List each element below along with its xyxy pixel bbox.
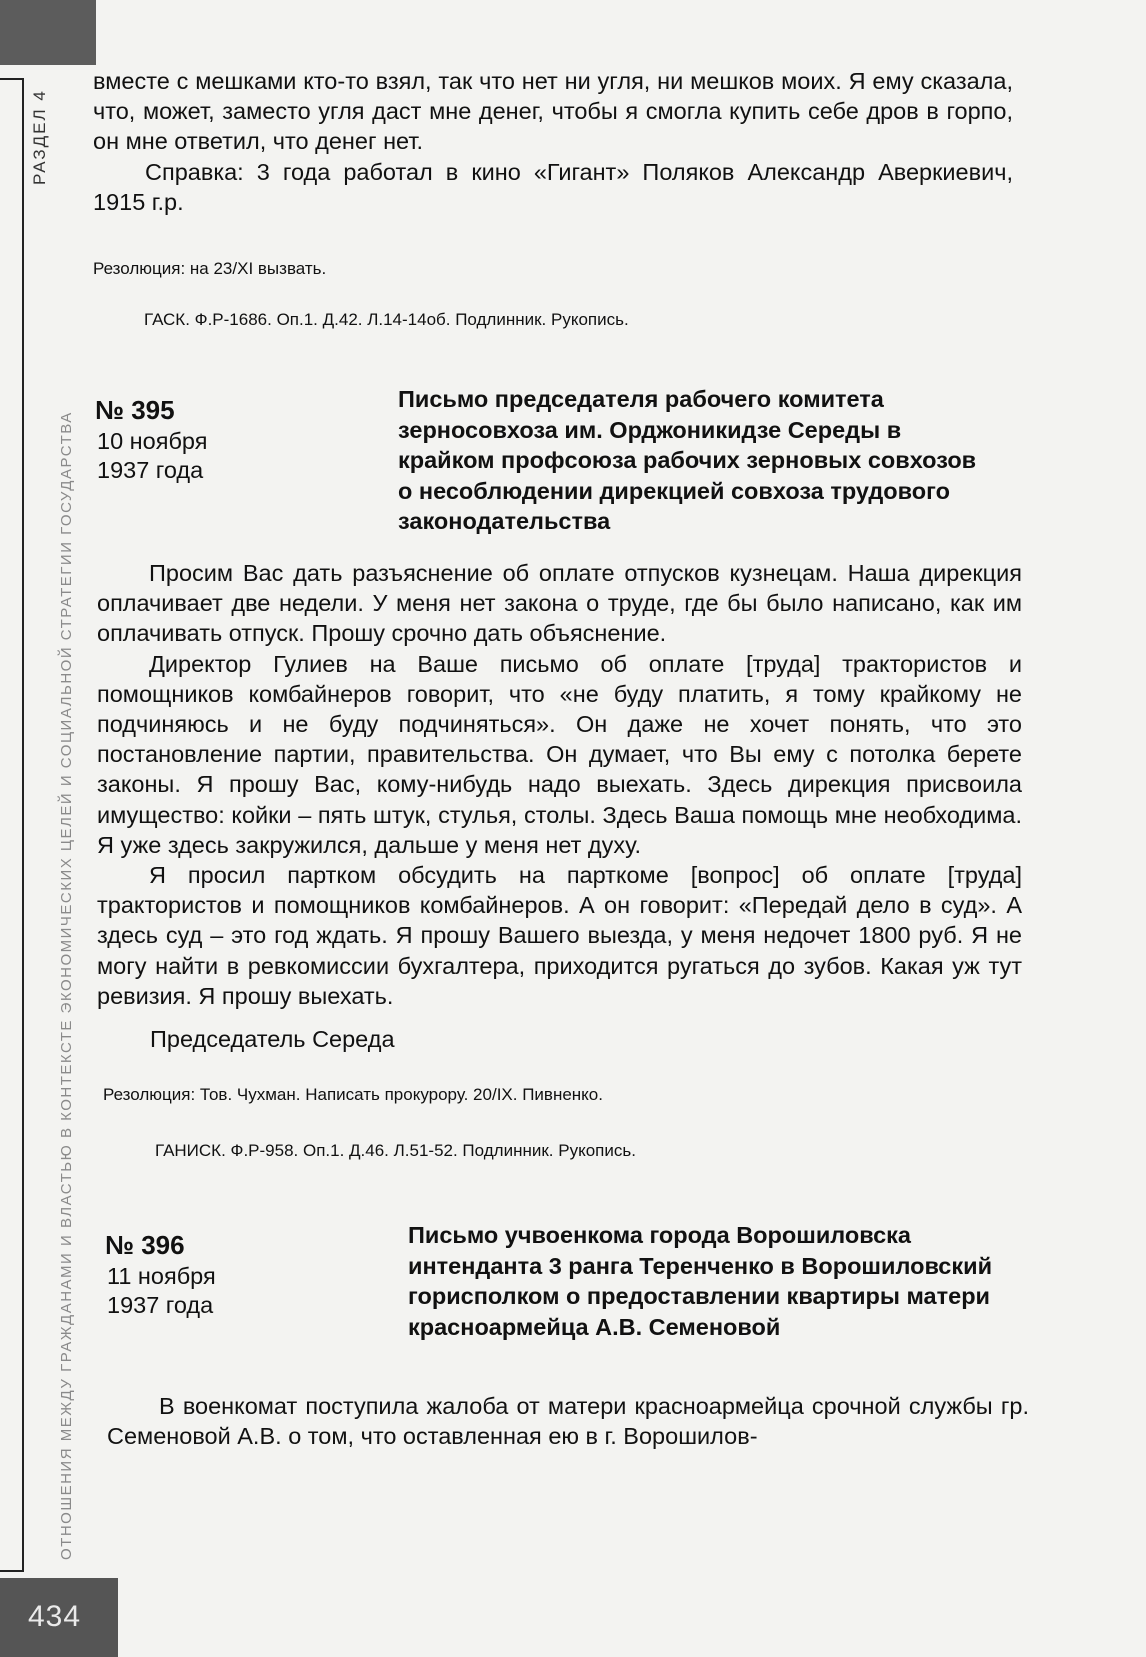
signature: Председатель Середа (150, 1026, 395, 1052)
body-paragraph: Просим Вас дать разъяснение об оплате отпусков кузнецам. Наша дирекция оплачивает две недели. У меня нет закона о труде, где бы было написано, как им оплачивать отпуск. Прошу срочно дать объяснение. (97, 560, 1022, 647)
page-number: 434 (28, 1600, 82, 1633)
top-section (93, 66, 1013, 217)
document-number: № 396 (105, 1230, 185, 1260)
body-paragraph: Директор Гулиев на Ваше письмо об оплате [труда] трактористов и помощников комбайнеров говорит, что «не буду платить, я тому крайкому не подчиняюсь и не буду подчиняться». Он даже не хочет понять, что это постановление партии, правительства. Он думает, что Вы ему с потолка берете законы. Я прошу Вас, кому-нибудь надо выехать. Здесь дирекция присвоила имущество: койки – пять штук, стулья, столы. Здесь Ваша помощь мне необходима. Я уже здесь закружился, дальше у меня нет духу. (97, 650, 1022, 858)
continued-paragraph: вместе с мешками кто-то взял, так что нет ни угля, ни мешков моих. Я ему сказала, что, может, заместо угля даст мне денег, чтобы я смогла купить себе дров в горпо, он мне ответил, что денег нет. (93, 68, 1013, 155)
document-date-year: 1937 года (107, 1292, 214, 1318)
document-date-year: 1937 года (97, 457, 204, 483)
body-paragraph: В военкомат поступила жалоба от матери красноармейца срочной службы гр. Семеновой А.В. о том, что оставленная ею в г. Ворошилов- (107, 1393, 1029, 1450)
document-body (97, 558, 1022, 1011)
archive-reference: ГАНИСК. Ф.Р-958. Оп.1. Д.46. Л.51-52. Подлинник. Рукопись. (155, 1141, 636, 1160)
document-title: Письмо председателя рабочего комитета зерносовхоза им. Орджоникидзе Середы в крайком профсоюза рабочих зерновых совхозов о несоблюдении дирекцией совхоза трудового законодательства (398, 386, 977, 534)
archive-reference: ГАСК. Ф.Р-1686. Оп.1. Д.42. Л.14-14об. Подлинник. Рукопись. (144, 310, 629, 329)
top-corner-block (0, 0, 96, 65)
resolution-note: Резолюция: на 23/XI вызвать. (93, 259, 327, 278)
document-title: Письмо учвоенкома города Ворошиловска интенданта 3 ранга Теренченко в Ворошиловский горисполком о предоставлении квартиры матери красноармейца А.В. Семеновой (408, 1222, 993, 1340)
document-date-day: 11 ноября (107, 1263, 216, 1289)
document-number: № 395 (95, 395, 175, 425)
spine-running-title: ОТНОШЕНИЯ МЕЖДУ ГРАЖДАНАМИ И ВЛАСТЬЮ В КОНТЕКСТЕ ЭКОНОМИЧЕСКИХ ЦЕЛЕЙ И СОЦИАЛЬНОЙ СТРАТЕГИИ ГОСУДАРСТВА (58, 411, 75, 1560)
document-body (107, 1391, 1029, 1451)
sidebar-frame (0, 78, 24, 1572)
reference-paragraph: Справка: 3 года работал в кино «Гигант» Поляков Александр Аверкиевич, 1915 г.р. (93, 158, 1013, 215)
document-date-day: 10 ноября (97, 428, 208, 454)
section-label: РАЗДЕЛ 4 (30, 89, 49, 185)
body-paragraph: Я просил партком обсудить на парткоме [вопрос] об оплате [труда] трактористов и помощников комбайнеров. А он говорит: «Передай дело в суд». А здесь суд – это год ждать. Я прошу Вашего выезда, у меня недочет 1800 руб. Я не могу найти в ревкомиссии бухгалтера, приходится ругаться до зубов. Какая уж тут ревизия. Я прошу выехать. (97, 862, 1022, 1009)
resolution-note: Резолюция: Тов. Чухман. Написать прокурору. 20/IX. Пивненко. (103, 1085, 603, 1104)
